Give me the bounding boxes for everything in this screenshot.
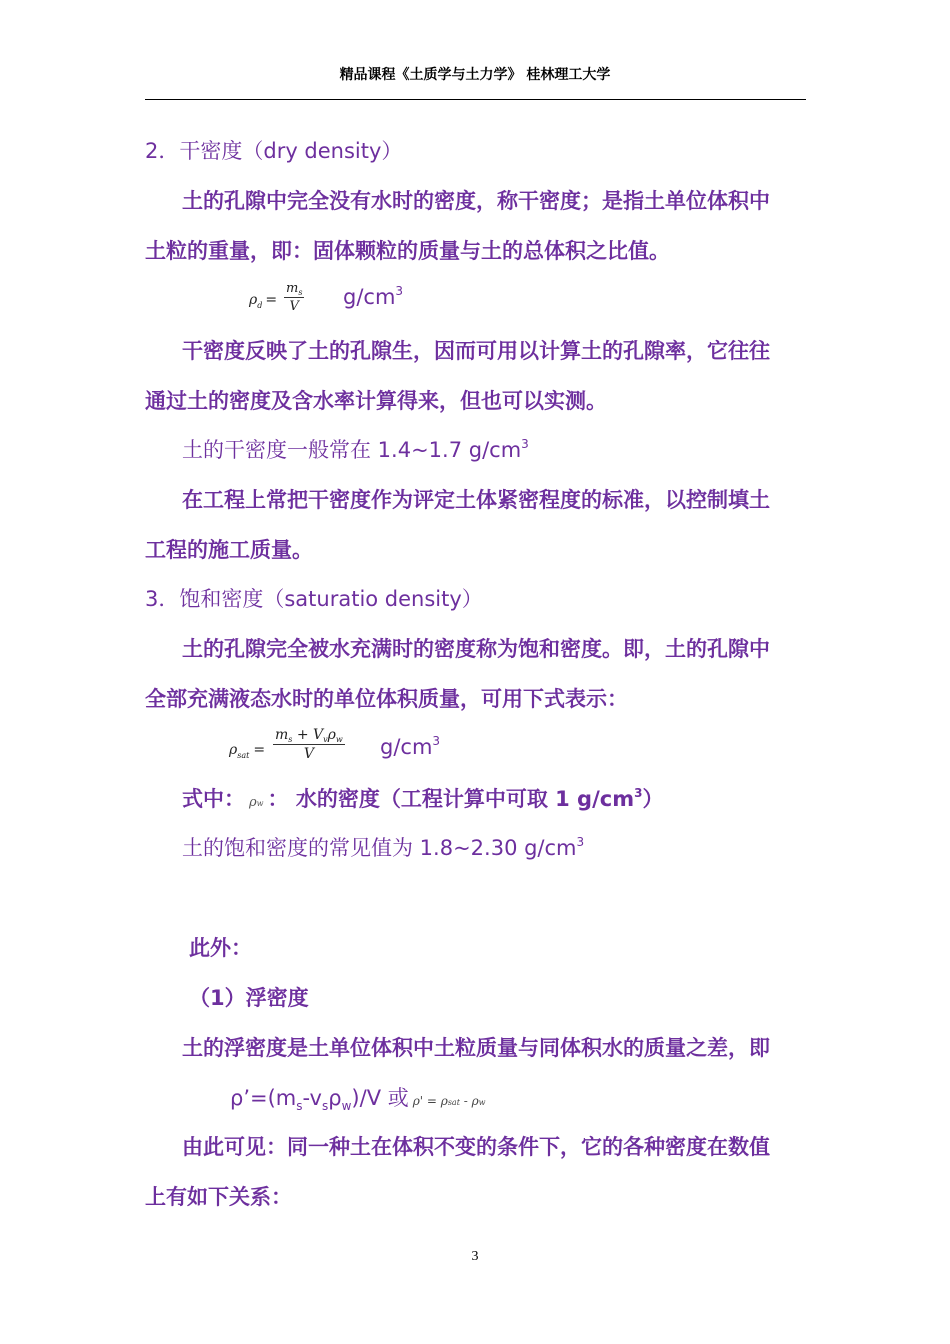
formula-subscript: w — [478, 1098, 486, 1107]
formula-term: ρ' = ρ — [412, 1094, 448, 1108]
formula-numerator: m — [275, 727, 289, 743]
dry-density-range — [182, 436, 847, 467]
symbol-definition-line — [182, 785, 847, 818]
formula-equals: = — [265, 292, 278, 308]
formula-subscript: s — [288, 735, 293, 744]
buoyant-density-alt-formula — [413, 1094, 486, 1108]
besides-heading: 此外： — [189, 936, 252, 960]
saturated-density-fraction — [273, 727, 345, 762]
definition-text: ： 水的密度（工程计算中可取 1 g/cm — [267, 787, 635, 811]
formula-subscript: w — [335, 735, 343, 744]
paragraph-line: 土的孔隙完全被水充满时的密度称为饱和密度。即，土的孔隙中 — [182, 637, 770, 661]
range-text: 土的干密度一般常在 1.4~1.7 g/cm — [182, 438, 522, 462]
paragraph-line: 由此可见：同一种土在体积不变的条件下，它的各种密度在数值 — [182, 1135, 770, 1159]
formula-denominator: V — [303, 746, 314, 762]
header-divider — [145, 99, 806, 100]
formula-subscript: sat — [447, 1098, 460, 1107]
page-number: 3 — [471, 1249, 479, 1264]
paragraph-line: 在工程上常把干密度作为评定土体紧密程度的标准，以控制填土 — [182, 488, 770, 512]
formula-subscript: s — [296, 1099, 303, 1113]
formula-term: - ρ — [459, 1094, 479, 1108]
formula-subscript: w — [256, 799, 264, 808]
paragraph-line: 土的浮密度是土单位体积中土粒质量与同体积水的质量之差，即 — [182, 1036, 770, 1060]
formula-subscript: sat — [237, 751, 250, 760]
formula-numerator: m — [286, 281, 299, 296]
formula-text: )/V 或 — [351, 1086, 409, 1110]
definition-prefix: 式中： — [182, 787, 245, 811]
formula-equals: = — [253, 742, 266, 758]
dry-density-unit — [343, 285, 403, 309]
section-title-dry-density: 2．干密度（dry density） — [145, 139, 403, 163]
formula-subscript: v — [323, 735, 328, 744]
unit-exponent: 3 — [521, 437, 529, 451]
dry-density-formula — [249, 292, 277, 308]
unit-exponent: 3 — [634, 786, 643, 800]
formula-term: ρ — [327, 727, 336, 743]
paragraph-line: 土的孔隙中完全没有水时的密度，称干密度；是指土单位体积中 — [182, 189, 770, 213]
paragraph-line: 通过土的密度及含水率计算得来，但也可以实测。 — [145, 389, 607, 413]
formula-subscript: w — [341, 1099, 352, 1113]
formula-text: ρ — [328, 1086, 342, 1110]
paragraph-line: 干密度反映了土的孔隙生，因而可用以计算土的孔隙率，它往往 — [182, 339, 770, 363]
saturated-density-range — [182, 834, 847, 865]
formula-term: + V — [292, 727, 324, 743]
paragraph-line: 工程的施工质量。 — [145, 538, 313, 562]
definition-close: ） — [642, 787, 664, 811]
saturated-density-unit — [380, 735, 440, 759]
formula-symbol: ρ — [249, 292, 258, 308]
formula-text: -v — [302, 1086, 322, 1110]
unit-text: g/cm — [343, 285, 396, 309]
saturated-density-formula — [229, 742, 265, 758]
section-title-saturated-density: 3．饱和密度（saturatio density） — [145, 587, 483, 611]
formula-denominator: V — [289, 299, 299, 314]
paragraph-line: 全部充满液态水时的单位体积质量，可用下式表示： — [145, 687, 628, 711]
unit-exponent: 3 — [395, 284, 404, 298]
formula-symbol: ρ — [229, 742, 238, 758]
unit-exponent: 3 — [432, 734, 441, 748]
unit-text: g/cm — [380, 735, 433, 759]
paragraph-line: 土粒的重量，即：固体颗粒的质量与土的总体积之比值。 — [145, 239, 670, 263]
formula-subscript: s — [321, 1099, 329, 1113]
buoyant-density-title: （1）浮密度 — [189, 986, 309, 1010]
paragraph-line: 上有如下关系： — [145, 1185, 292, 1209]
dry-density-fraction — [284, 281, 304, 314]
formula-symbol: ρ — [249, 795, 257, 810]
page-header: 精品课程《土质学与土力学》 桂林理工大学 — [339, 67, 611, 83]
formula-text: ρ’=(m — [230, 1086, 297, 1110]
formula-subscript: s — [298, 288, 303, 297]
formula-subscript: d — [257, 301, 263, 310]
buoyant-density-formula — [230, 1084, 895, 1117]
unit-exponent: 3 — [576, 835, 585, 849]
range-text: 土的饱和密度的常见值为 1.8~2.30 g/cm — [182, 836, 577, 860]
rho-w-symbol — [249, 795, 264, 810]
